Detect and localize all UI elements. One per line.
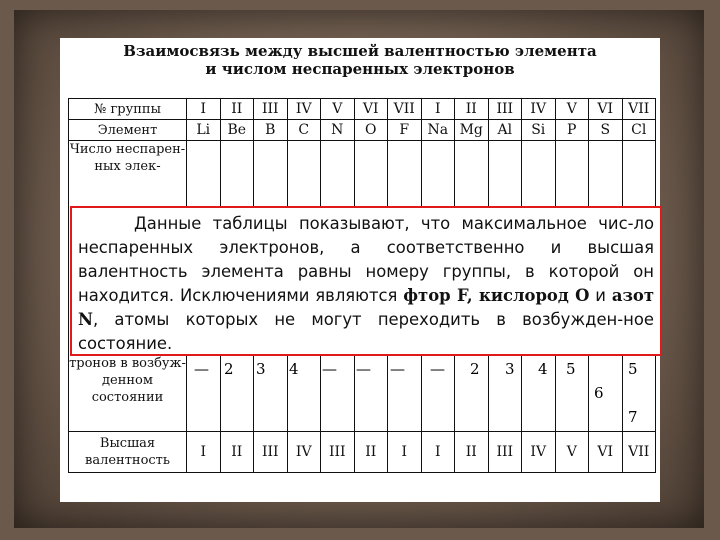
valence-cell: I	[388, 432, 422, 473]
group-cell: VII	[388, 99, 422, 120]
element-cell: Li	[187, 120, 221, 141]
excited-value-s: 6	[594, 384, 604, 402]
overlay-bold-1: фтор F, кислород O	[403, 286, 590, 305]
excited-value: 2	[224, 360, 234, 378]
element-cell: N	[321, 120, 355, 141]
element-cell: P	[555, 120, 589, 141]
overlay-bold-2: азот N	[78, 286, 654, 329]
excited-value: 5	[566, 360, 576, 378]
element-cell: Si	[522, 120, 556, 141]
excited-value-cl-2: 7	[628, 408, 638, 426]
excited-value: 3	[256, 360, 266, 378]
table-row-valence	[69, 432, 656, 473]
group-cell: II	[455, 99, 489, 120]
excited-value: —	[430, 360, 445, 378]
element-cell: S	[589, 120, 623, 141]
group-cell: III	[254, 99, 288, 120]
group-cell: I	[187, 99, 221, 120]
valence-cell: V	[555, 432, 589, 473]
group-cell: IV	[522, 99, 556, 120]
group-cell: I	[421, 99, 455, 120]
excited-label: тронов в возбуж-денном состоянии	[69, 356, 186, 405]
valence-cell: II	[354, 432, 388, 473]
group-cell: VI	[589, 99, 623, 120]
excited-value: 3	[505, 360, 515, 378]
element-cell: Mg	[455, 120, 489, 141]
valence-cell: IV	[287, 432, 321, 473]
overlay-text-3: , атомы которых не могут переходить в возбужден-ное состояние.	[78, 310, 654, 353]
excited-value: 4	[289, 360, 299, 378]
highlight-text-box	[70, 206, 662, 356]
table-row-groups	[69, 99, 656, 120]
group-cell: VII	[622, 99, 656, 120]
valence-cell: VI	[589, 432, 623, 473]
title-line-2: и числом неспаренных электронов	[205, 60, 515, 78]
group-cell: IV	[287, 99, 321, 120]
overlay-text-2: и	[589, 286, 612, 305]
row-label-valence: Высшая валентность	[69, 432, 187, 473]
excited-value: —	[356, 360, 371, 378]
excited-value: —	[322, 360, 337, 378]
overlay-text-1: Данные таблицы показывают, что максимальное чис-ло неспаренных электронов, а соответственно и высшая валентность элемента равны номеру группы, в которой он находится. Исключениями являются	[78, 214, 654, 305]
valence-cell: I	[421, 432, 455, 473]
title-line-1: Взаимосвязь между высшей валентностью элемента	[123, 42, 597, 60]
excited-value: 4	[538, 360, 548, 378]
element-cell: Cl	[622, 120, 656, 141]
excited-value: —	[390, 360, 405, 378]
valence-cell: III	[254, 432, 288, 473]
excited-value: 2	[470, 360, 480, 378]
valence-cell: I	[187, 432, 221, 473]
valence-cell: II	[455, 432, 489, 473]
element-cell: Na	[421, 120, 455, 141]
element-cell: F	[388, 120, 422, 141]
valence-cell: IV	[522, 432, 556, 473]
unpaired-label-top: Число неспарен-ных элек-	[69, 142, 186, 174]
group-cell: V	[321, 99, 355, 120]
element-cell: Al	[488, 120, 522, 141]
excited-value: —	[194, 360, 209, 378]
element-cell: C	[287, 120, 321, 141]
row-label-group: № группы	[69, 99, 187, 120]
document-title	[60, 42, 660, 78]
excited-value-cl-1: 5	[628, 360, 638, 378]
group-cell: III	[488, 99, 522, 120]
element-cell: Be	[220, 120, 254, 141]
valence-cell: III	[321, 432, 355, 473]
element-cell: B	[254, 120, 288, 141]
group-cell: VI	[354, 99, 388, 120]
row-label-element: Элемент	[69, 120, 187, 141]
valence-cell: III	[488, 432, 522, 473]
group-cell: II	[220, 99, 254, 120]
table-row-elements	[69, 120, 656, 141]
element-cell: O	[354, 120, 388, 141]
valence-cell: II	[220, 432, 254, 473]
group-cell: V	[555, 99, 589, 120]
valence-cell: VII	[622, 432, 656, 473]
